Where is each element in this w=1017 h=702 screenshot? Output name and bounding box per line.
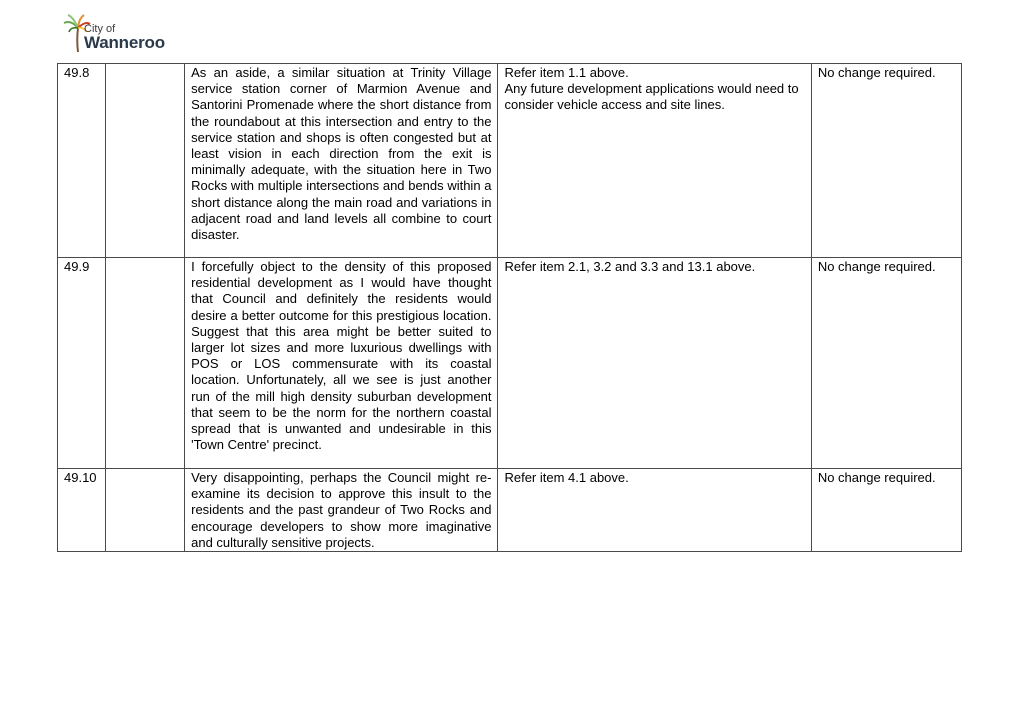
reference-cell [106, 64, 185, 258]
response-cell [498, 469, 811, 552]
response-line: Refer item 1.1 above. [504, 65, 629, 80]
table-row [58, 258, 962, 469]
recommendation-cell: No change required. [811, 258, 961, 469]
logo-city-of-text: City of [84, 23, 116, 35]
table-row [58, 469, 962, 552]
response-line: Refer item 4.1 above. [504, 470, 629, 485]
submission-cell: Very disappointing, perhaps the Council might re-examine its decision to approve this insult to the residents and the past grandeur of Two Rocks and encourage developers to show more imaginative and culturally sensitive projects. [185, 469, 498, 552]
response-cell [498, 258, 811, 469]
submission-cell: As an aside, a similar situation at Trinity Village service station corner of Marmion Avenue and Santorini Promenade where the short distance from the roundabout at this intersection and entry to the service station and shops is often congested but at least vision in each direction from the exit is minimally adequate, with the situation here in Two Rocks with multiple intersections and bends within a short distance along the main road and variations in adjacent road and land levels all combine to court disaster. [185, 64, 498, 258]
recommendation-cell: No change required. [811, 64, 961, 258]
reference-cell [106, 469, 185, 552]
submission-cell: I forcefully object to the density of this proposed residential development as I would have thought that Council and definitely the residents would desire a better outcome for this prestigious location. Suggest that this area might be better suited to larger lot sizes and more luxurious dwellings with POS or LOS commensurate with its coastal location. Unfortunately, all we see is just another run of the mill high density suburban development that seem to be the norm for the northern coastal spread that is unwanted and undesirable in this 'Town Centre' precinct. [185, 258, 498, 469]
city-of-wanneroo-logo [62, 14, 174, 54]
response-cell [498, 64, 811, 258]
reference-cell [106, 258, 185, 469]
item-number-cell: 49.9 [58, 258, 106, 469]
response-line: Refer item 2.1, 3.2 and 3.3 and 13.1 above. [504, 259, 756, 274]
item-number-cell: 49.8 [58, 64, 106, 258]
response-line: Any future development applications would need to consider vehicle access and site lines. [504, 81, 799, 113]
logo-wanneroo-text: Wanneroo [84, 33, 165, 52]
submissions-table [57, 63, 962, 552]
recommendation-cell: No change required. [811, 469, 961, 552]
table-row [58, 64, 962, 258]
item-number-cell: 49.10 [58, 469, 106, 552]
